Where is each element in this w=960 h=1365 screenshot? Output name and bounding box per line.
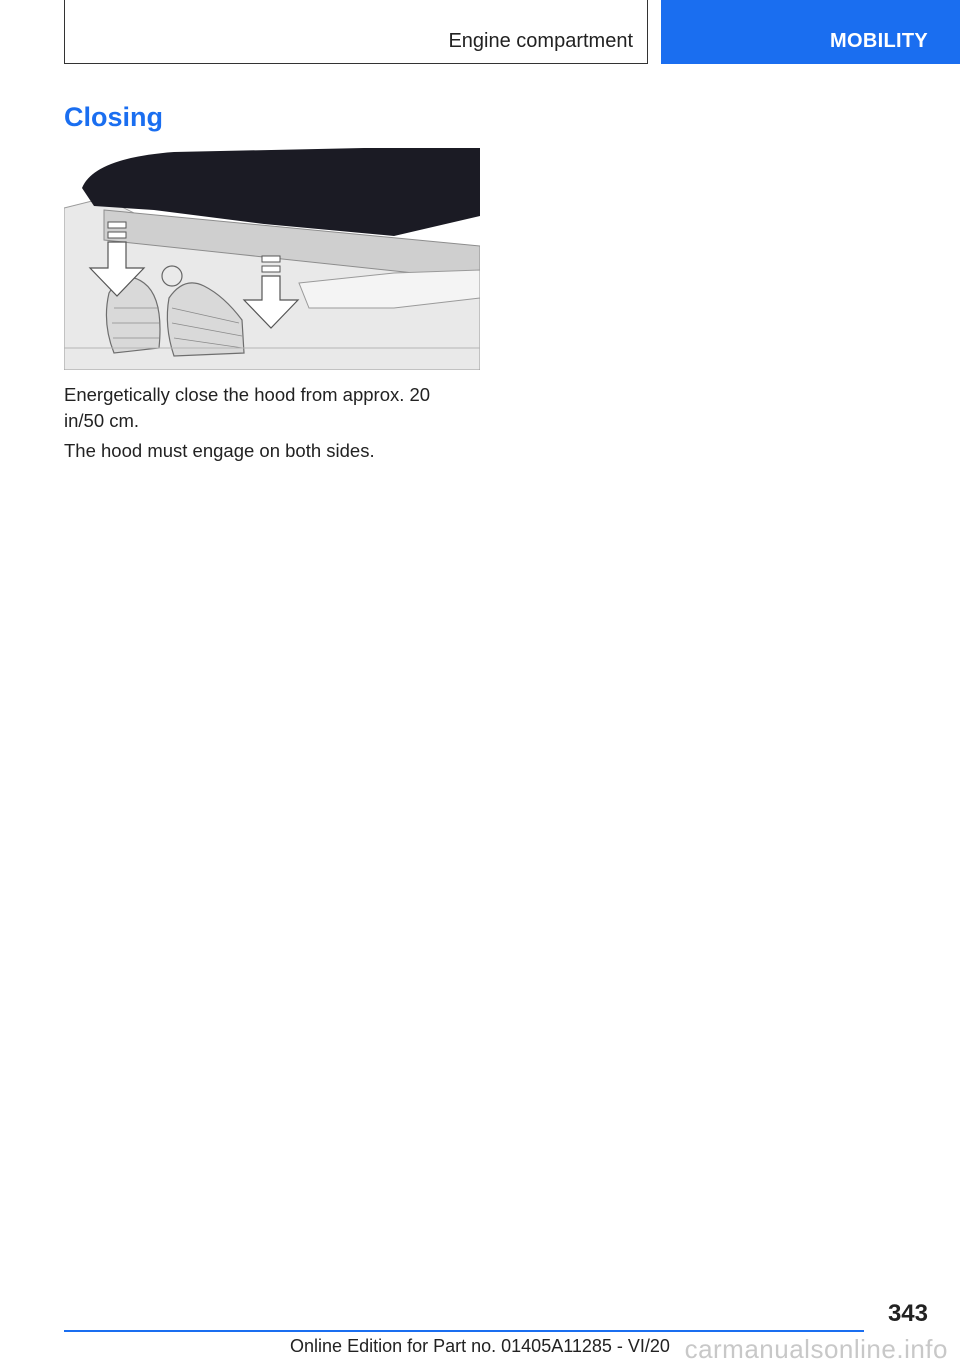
header-section-box bbox=[64, 0, 648, 64]
hood-closing-illustration bbox=[64, 148, 480, 370]
chapter-tab bbox=[661, 0, 960, 64]
watermark: carmanualsonline.info bbox=[684, 1334, 948, 1364]
section-heading: Closing bbox=[64, 102, 163, 132]
page-number: 343 bbox=[887, 1300, 928, 1327]
footer-edition-text: Online Edition for Part no. 01405A11285 - VI/20 bbox=[290, 1336, 670, 1356]
header-section-title: Engine compartment bbox=[448, 30, 633, 52]
instruction-paragraph: The hood must engage on both sides. bbox=[64, 440, 375, 461]
instruction-paragraph: Energetically close the hood from approx. 20 in/50 cm. bbox=[64, 384, 431, 431]
chapter-tab-label: MOBILITY bbox=[830, 30, 928, 52]
footer-rule bbox=[64, 1330, 864, 1332]
